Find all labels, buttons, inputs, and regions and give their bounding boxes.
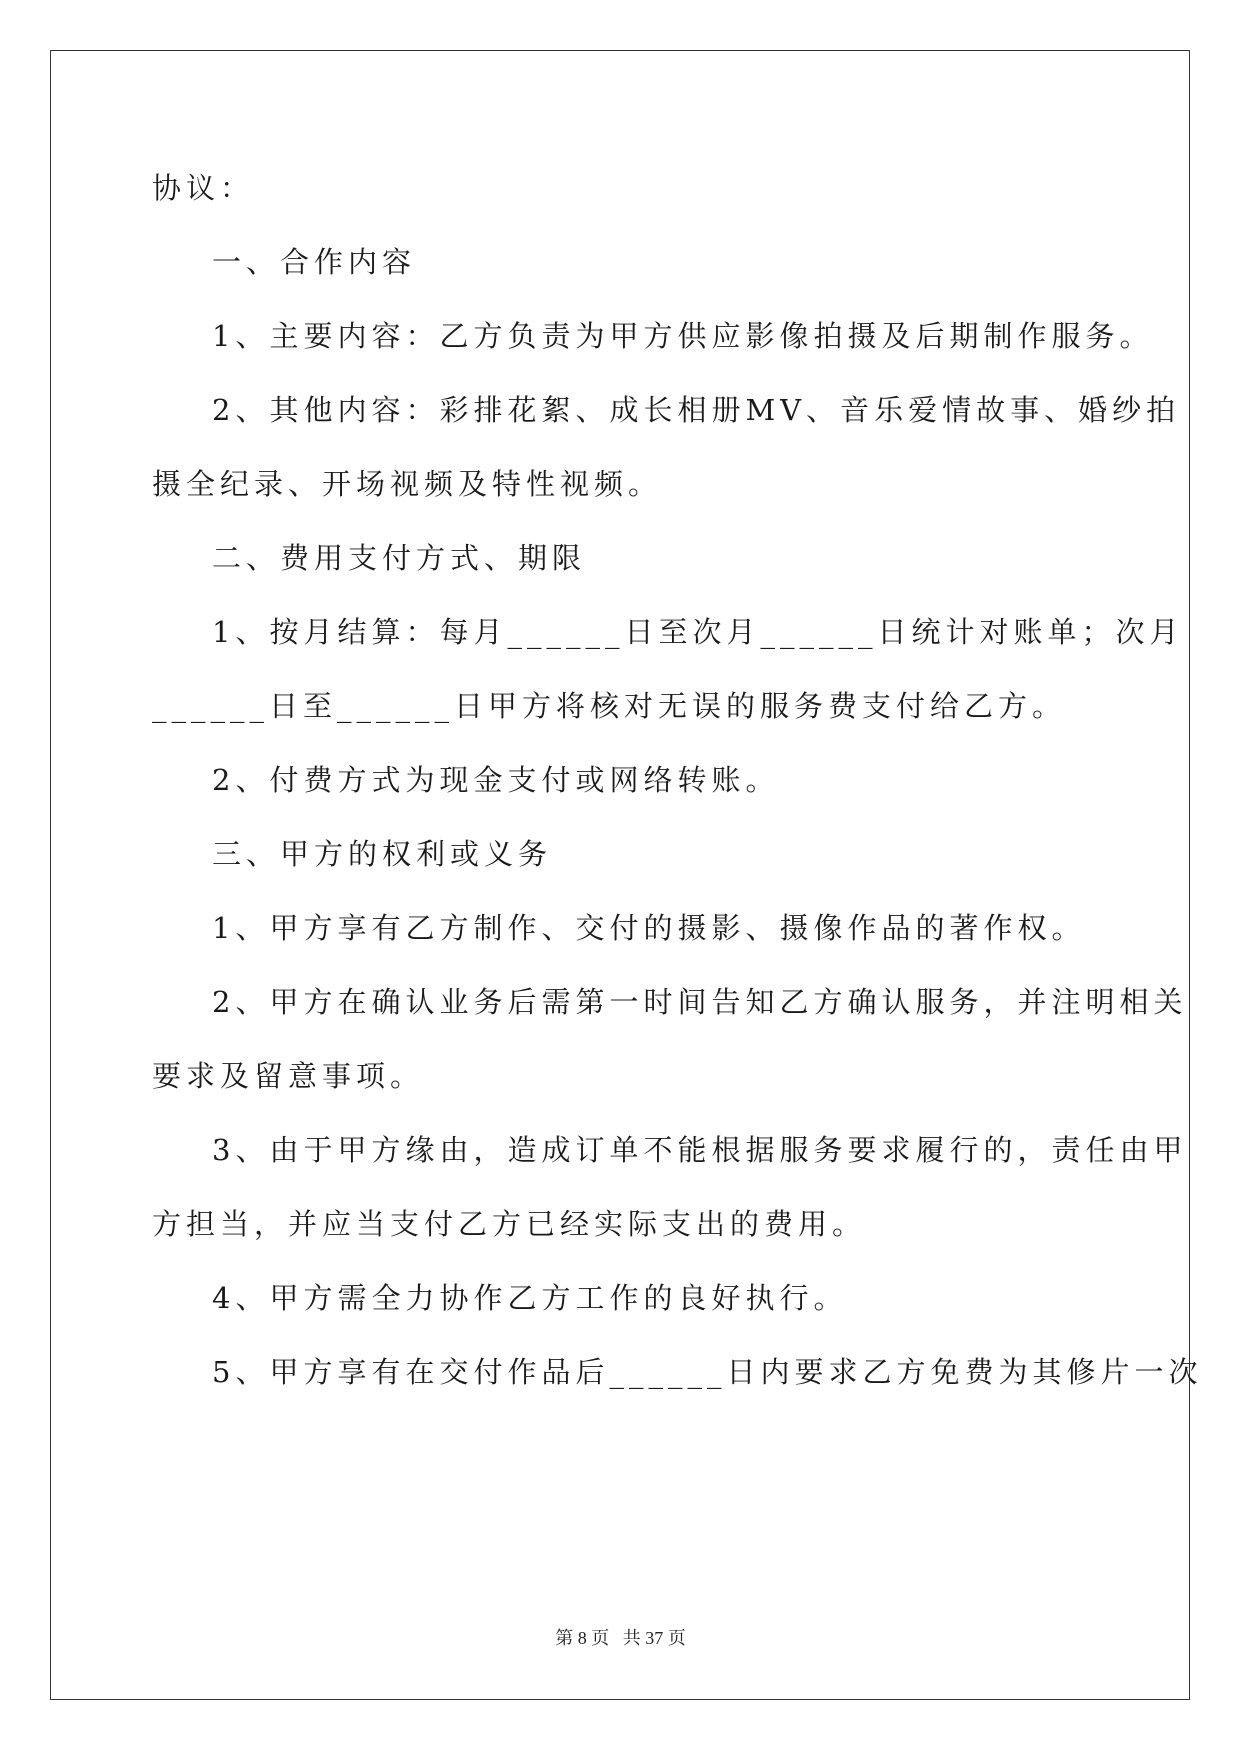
section-heading-2: 二、费用支付方式、期限 <box>212 541 587 575</box>
text-line-12: 2、甲方在确认业务后需第一时间告知乙方确认服务，并注明相关 <box>212 985 1188 1019</box>
text-line-8: ______日至______日甲方将核对无误的服务费支付给乙方。 <box>152 689 1067 723</box>
text-line-3: 1、主要内容：乙方负责为甲方供应影像拍摄及后期制作服务。 <box>212 319 1154 353</box>
text-line-13: 要求及留意事项。 <box>152 1059 425 1093</box>
text-line-5: 摄全纪录、开场视频及特性视频。 <box>152 467 663 501</box>
text-line-17: 5、甲方享有在交付作品后______日内要求乙方免费为其修片一次 <box>212 1355 1203 1389</box>
text-line-11: 1、甲方享有乙方制作、交付的摄影、摄像作品的著作权。 <box>212 911 1086 945</box>
text-line-4: 2、其他内容：彩排花絮、成长相册MV、音乐爱情故事、婚纱拍 <box>212 393 1181 427</box>
text-line-14: 3、由于甲方缘由，造成订单不能根据服务要求履行的，责任由甲 <box>212 1133 1188 1167</box>
text-line-9: 2、付费方式为现金支付或网络转账。 <box>212 763 780 797</box>
section-heading-3: 三、甲方的权利或义务 <box>212 837 553 871</box>
page-border <box>50 50 1190 1700</box>
text-line-16: 4、甲方需全力协作乙方工作的良好执行。 <box>212 1281 848 1315</box>
page-number-footer: 第 8 页 共 37 页 <box>555 1628 686 1648</box>
text-line-1: 协议： <box>152 171 255 205</box>
text-line-7: 1、按月结算：每月______日至次月______日统计对账单；次月 <box>212 615 1184 649</box>
text-line-15: 方担当，并应当支付乙方已经实际支出的费用。 <box>152 1207 867 1241</box>
section-heading-1: 一、合作内容 <box>212 245 417 279</box>
